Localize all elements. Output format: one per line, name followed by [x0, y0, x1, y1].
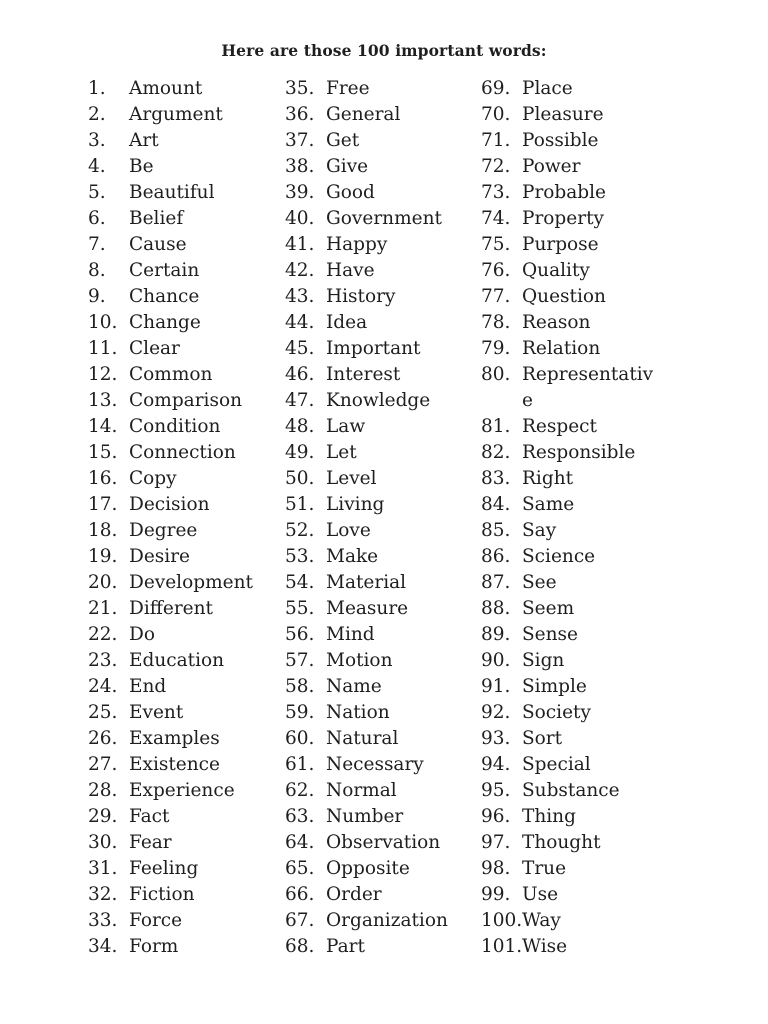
word-text: True	[522, 858, 567, 879]
word-text: Material	[326, 572, 407, 593]
word-text: See	[522, 572, 557, 593]
word-number: 40.	[285, 208, 315, 229]
word-number: 90.	[481, 650, 511, 671]
word-text: Way	[522, 910, 561, 931]
word-number: 89.	[481, 624, 511, 645]
word-text: Representativ	[522, 364, 654, 385]
word-text: Wise	[522, 936, 568, 957]
word-text: Feeling	[129, 858, 199, 879]
word-number: 58.	[285, 676, 315, 697]
word-text: Natural	[326, 728, 399, 749]
word-text: Simple	[522, 676, 587, 697]
word-number: 79.	[481, 338, 511, 359]
word-text: Fear	[129, 832, 172, 853]
word-number: 85.	[481, 520, 511, 541]
word-number: 4.	[88, 156, 106, 177]
word-number: 59.	[285, 702, 315, 723]
word-number: 94.	[481, 754, 511, 775]
word-text: Interest	[326, 364, 401, 385]
word-text: Level	[326, 468, 377, 489]
word-number: 35.	[285, 78, 315, 99]
word-text: Substance	[522, 780, 620, 801]
word-text: Relation	[522, 338, 601, 359]
word-number: 96.	[481, 806, 511, 827]
word-number: 24.	[88, 676, 118, 697]
word-text: Event	[129, 702, 184, 723]
word-text: Motion	[326, 650, 393, 671]
word-text: Reason	[522, 312, 591, 333]
word-number: 44.	[285, 312, 315, 333]
word-text: Desire	[129, 546, 190, 567]
word-number: 9.	[88, 286, 106, 307]
word-number: 99.	[481, 884, 511, 905]
word-text: Quality	[522, 260, 590, 281]
word-number: 6.	[88, 208, 106, 229]
word-text: Love	[326, 520, 371, 541]
word-text: Society	[522, 702, 591, 723]
word-text: Be	[129, 156, 154, 177]
word-text: Respect	[522, 416, 597, 437]
word-number: 91.	[481, 676, 511, 697]
word-number: 16.	[88, 468, 118, 489]
word-number: 46.	[285, 364, 315, 385]
word-text: Pleasure	[522, 104, 604, 125]
word-number: 33.	[88, 910, 118, 931]
word-number: 62.	[285, 780, 315, 801]
word-number: 8.	[88, 260, 106, 281]
word-number: 97.	[481, 832, 511, 853]
word-text: Free	[326, 78, 370, 99]
word-number: 84.	[481, 494, 511, 515]
word-number: 76.	[481, 260, 511, 281]
word-text: Examples	[129, 728, 220, 749]
word-text: Amount	[129, 78, 203, 99]
word-text: Organization	[326, 910, 448, 931]
word-number: 30.	[88, 832, 118, 853]
word-text: Order	[326, 884, 382, 905]
word-text: Measure	[326, 598, 409, 619]
word-text: Use	[522, 884, 559, 905]
word-text: General	[326, 104, 401, 125]
word-number: 23.	[88, 650, 118, 671]
word-number: 65.	[285, 858, 315, 879]
word-number: 28.	[88, 780, 118, 801]
word-number: 5.	[88, 182, 106, 203]
word-number: 77.	[481, 286, 511, 307]
word-text: Law	[326, 416, 366, 437]
word-number: 12.	[88, 364, 118, 385]
word-text: Question	[522, 286, 606, 307]
word-number: 82.	[481, 442, 511, 463]
word-text: Cause	[129, 234, 187, 255]
word-number: 95.	[481, 780, 511, 801]
word-text: Have	[326, 260, 375, 281]
word-number: 14.	[88, 416, 118, 437]
word-number: 93.	[481, 728, 511, 749]
word-number: 57.	[285, 650, 315, 671]
word-number: 20.	[88, 572, 118, 593]
word-number: 50.	[285, 468, 315, 489]
word-number: 53.	[285, 546, 315, 567]
word-number: 61.	[285, 754, 315, 775]
word-number: 83.	[481, 468, 511, 489]
word-number: 87.	[481, 572, 511, 593]
word-text: Clear	[129, 338, 180, 359]
word-number: 26.	[88, 728, 118, 749]
word-number: 15.	[88, 442, 118, 463]
word-text: Different	[129, 598, 213, 619]
word-number: 42.	[285, 260, 315, 281]
word-number: 88.	[481, 598, 511, 619]
word-number: 19.	[88, 546, 118, 567]
word-number: 74.	[481, 208, 511, 229]
word-text: Sign	[522, 650, 565, 671]
word-text: Beautiful	[129, 182, 215, 203]
word-text: Purpose	[522, 234, 599, 255]
word-number: 71.	[481, 130, 511, 151]
word-text: Power	[522, 156, 581, 177]
word-number: 75.	[481, 234, 511, 255]
word-number: 98.	[481, 858, 511, 879]
word-number: 7.	[88, 234, 106, 255]
word-text: Idea	[326, 312, 368, 333]
word-text: Important	[326, 338, 421, 359]
word-text: Probable	[522, 182, 607, 203]
word-text: Property	[522, 208, 604, 229]
word-number: 70.	[481, 104, 511, 125]
word-text: Argument	[129, 104, 223, 125]
word-text: Necessary	[326, 754, 424, 775]
word-number: 63.	[285, 806, 315, 827]
word-text: Sort	[522, 728, 563, 749]
word-number: 73.	[481, 182, 511, 203]
word-number: 17.	[88, 494, 118, 515]
word-number: 34.	[88, 936, 118, 957]
word-number: 68.	[285, 936, 315, 957]
word-text: Development	[129, 572, 253, 593]
word-number: 27.	[88, 754, 118, 775]
word-text: Part	[326, 936, 365, 957]
word-number: 38.	[285, 156, 315, 177]
word-text: Belief	[129, 208, 184, 229]
word-number: 86.	[481, 546, 511, 567]
word-text: Science	[522, 546, 596, 567]
word-text: Opposite	[326, 858, 410, 879]
word-text: Same	[522, 494, 575, 515]
word-text: Comparison	[129, 390, 243, 411]
word-text: Degree	[129, 520, 198, 541]
word-number: 55.	[285, 598, 315, 619]
word-text: Thought	[522, 832, 601, 853]
word-number: 78.	[481, 312, 511, 333]
word-number: 13.	[88, 390, 118, 411]
word-number: 56.	[285, 624, 315, 645]
word-text: Force	[129, 910, 183, 931]
word-number: 29.	[88, 806, 118, 827]
word-number: 25.	[88, 702, 118, 723]
word-text: Nation	[326, 702, 390, 723]
word-text: Form	[129, 936, 179, 957]
word-number: 64.	[285, 832, 315, 853]
word-text: Get	[326, 130, 360, 151]
word-list	[0, 76, 768, 976]
word-text: End	[129, 676, 167, 697]
word-text: Fact	[129, 806, 170, 827]
word-number: 45.	[285, 338, 315, 359]
word-number: 3.	[88, 130, 106, 151]
word-number: 66.	[285, 884, 315, 905]
word-number: 10.	[88, 312, 118, 333]
word-text: Responsible	[522, 442, 636, 463]
word-text: Education	[129, 650, 225, 671]
word-number: 37.	[285, 130, 315, 151]
word-text: Knowledge	[326, 390, 431, 411]
word-number: 11.	[88, 338, 118, 359]
word-text: Seem	[522, 598, 575, 619]
word-text: Chance	[129, 286, 200, 307]
word-number: 36.	[285, 104, 315, 125]
word-text: Thing	[522, 806, 576, 827]
word-text: Name	[326, 676, 382, 697]
word-text: Mind	[326, 624, 375, 645]
word-text: Happy	[326, 234, 388, 255]
word-number: 18.	[88, 520, 118, 541]
word-number: 101.	[481, 936, 523, 957]
word-text: Living	[326, 494, 385, 515]
word-number: 43.	[285, 286, 315, 307]
word-text: Make	[326, 546, 379, 567]
word-number: 60.	[285, 728, 315, 749]
word-text: Say	[522, 520, 557, 541]
word-number: 67.	[285, 910, 315, 931]
word-text: Number	[326, 806, 404, 827]
word-number: 32.	[88, 884, 118, 905]
word-text: Special	[522, 754, 591, 775]
word-number: 100.	[481, 910, 523, 931]
word-text: Do	[129, 624, 155, 645]
word-text: Copy	[129, 468, 177, 489]
word-number: 80.	[481, 364, 511, 385]
word-text: Right	[522, 468, 574, 489]
word-number: 81.	[481, 416, 511, 437]
word-text: Good	[326, 182, 375, 203]
word-text: Common	[129, 364, 213, 385]
word-number: 49.	[285, 442, 315, 463]
word-number: 54.	[285, 572, 315, 593]
word-number: 72.	[481, 156, 511, 177]
word-number: 21.	[88, 598, 118, 619]
word-number: 2.	[88, 104, 106, 125]
word-text: Possible	[522, 130, 599, 151]
word-number: 31.	[88, 858, 118, 879]
word-number: 47.	[285, 390, 315, 411]
word-text: Let	[326, 442, 357, 463]
word-text: Certain	[129, 260, 200, 281]
word-text: Art	[129, 130, 159, 151]
word-text: Existence	[129, 754, 220, 775]
word-text: History	[326, 286, 396, 307]
word-text: Sense	[522, 624, 578, 645]
word-text: Fiction	[129, 884, 195, 905]
word-text: Change	[129, 312, 201, 333]
word-text: Place	[522, 78, 573, 99]
word-text: Observation	[326, 832, 441, 853]
word-number: 51.	[285, 494, 315, 515]
word-number: 52.	[285, 520, 315, 541]
word-number: 22.	[88, 624, 118, 645]
word-text: Normal	[326, 780, 397, 801]
word-number: 1.	[88, 78, 106, 99]
word-text: Experience	[129, 780, 235, 801]
word-number: 39.	[285, 182, 315, 203]
word-text: Connection	[129, 442, 236, 463]
page-title: Here are those 100 important words:	[221, 41, 547, 60]
word-text: Give	[326, 156, 369, 177]
word-text: Government	[326, 208, 442, 229]
word-text: Condition	[129, 416, 221, 437]
word-text: Decision	[129, 494, 210, 515]
word-number: 69.	[481, 78, 511, 99]
word-number: 48.	[285, 416, 315, 437]
word-text-continuation: e	[522, 390, 533, 411]
word-number: 41.	[285, 234, 315, 255]
word-number: 92.	[481, 702, 511, 723]
